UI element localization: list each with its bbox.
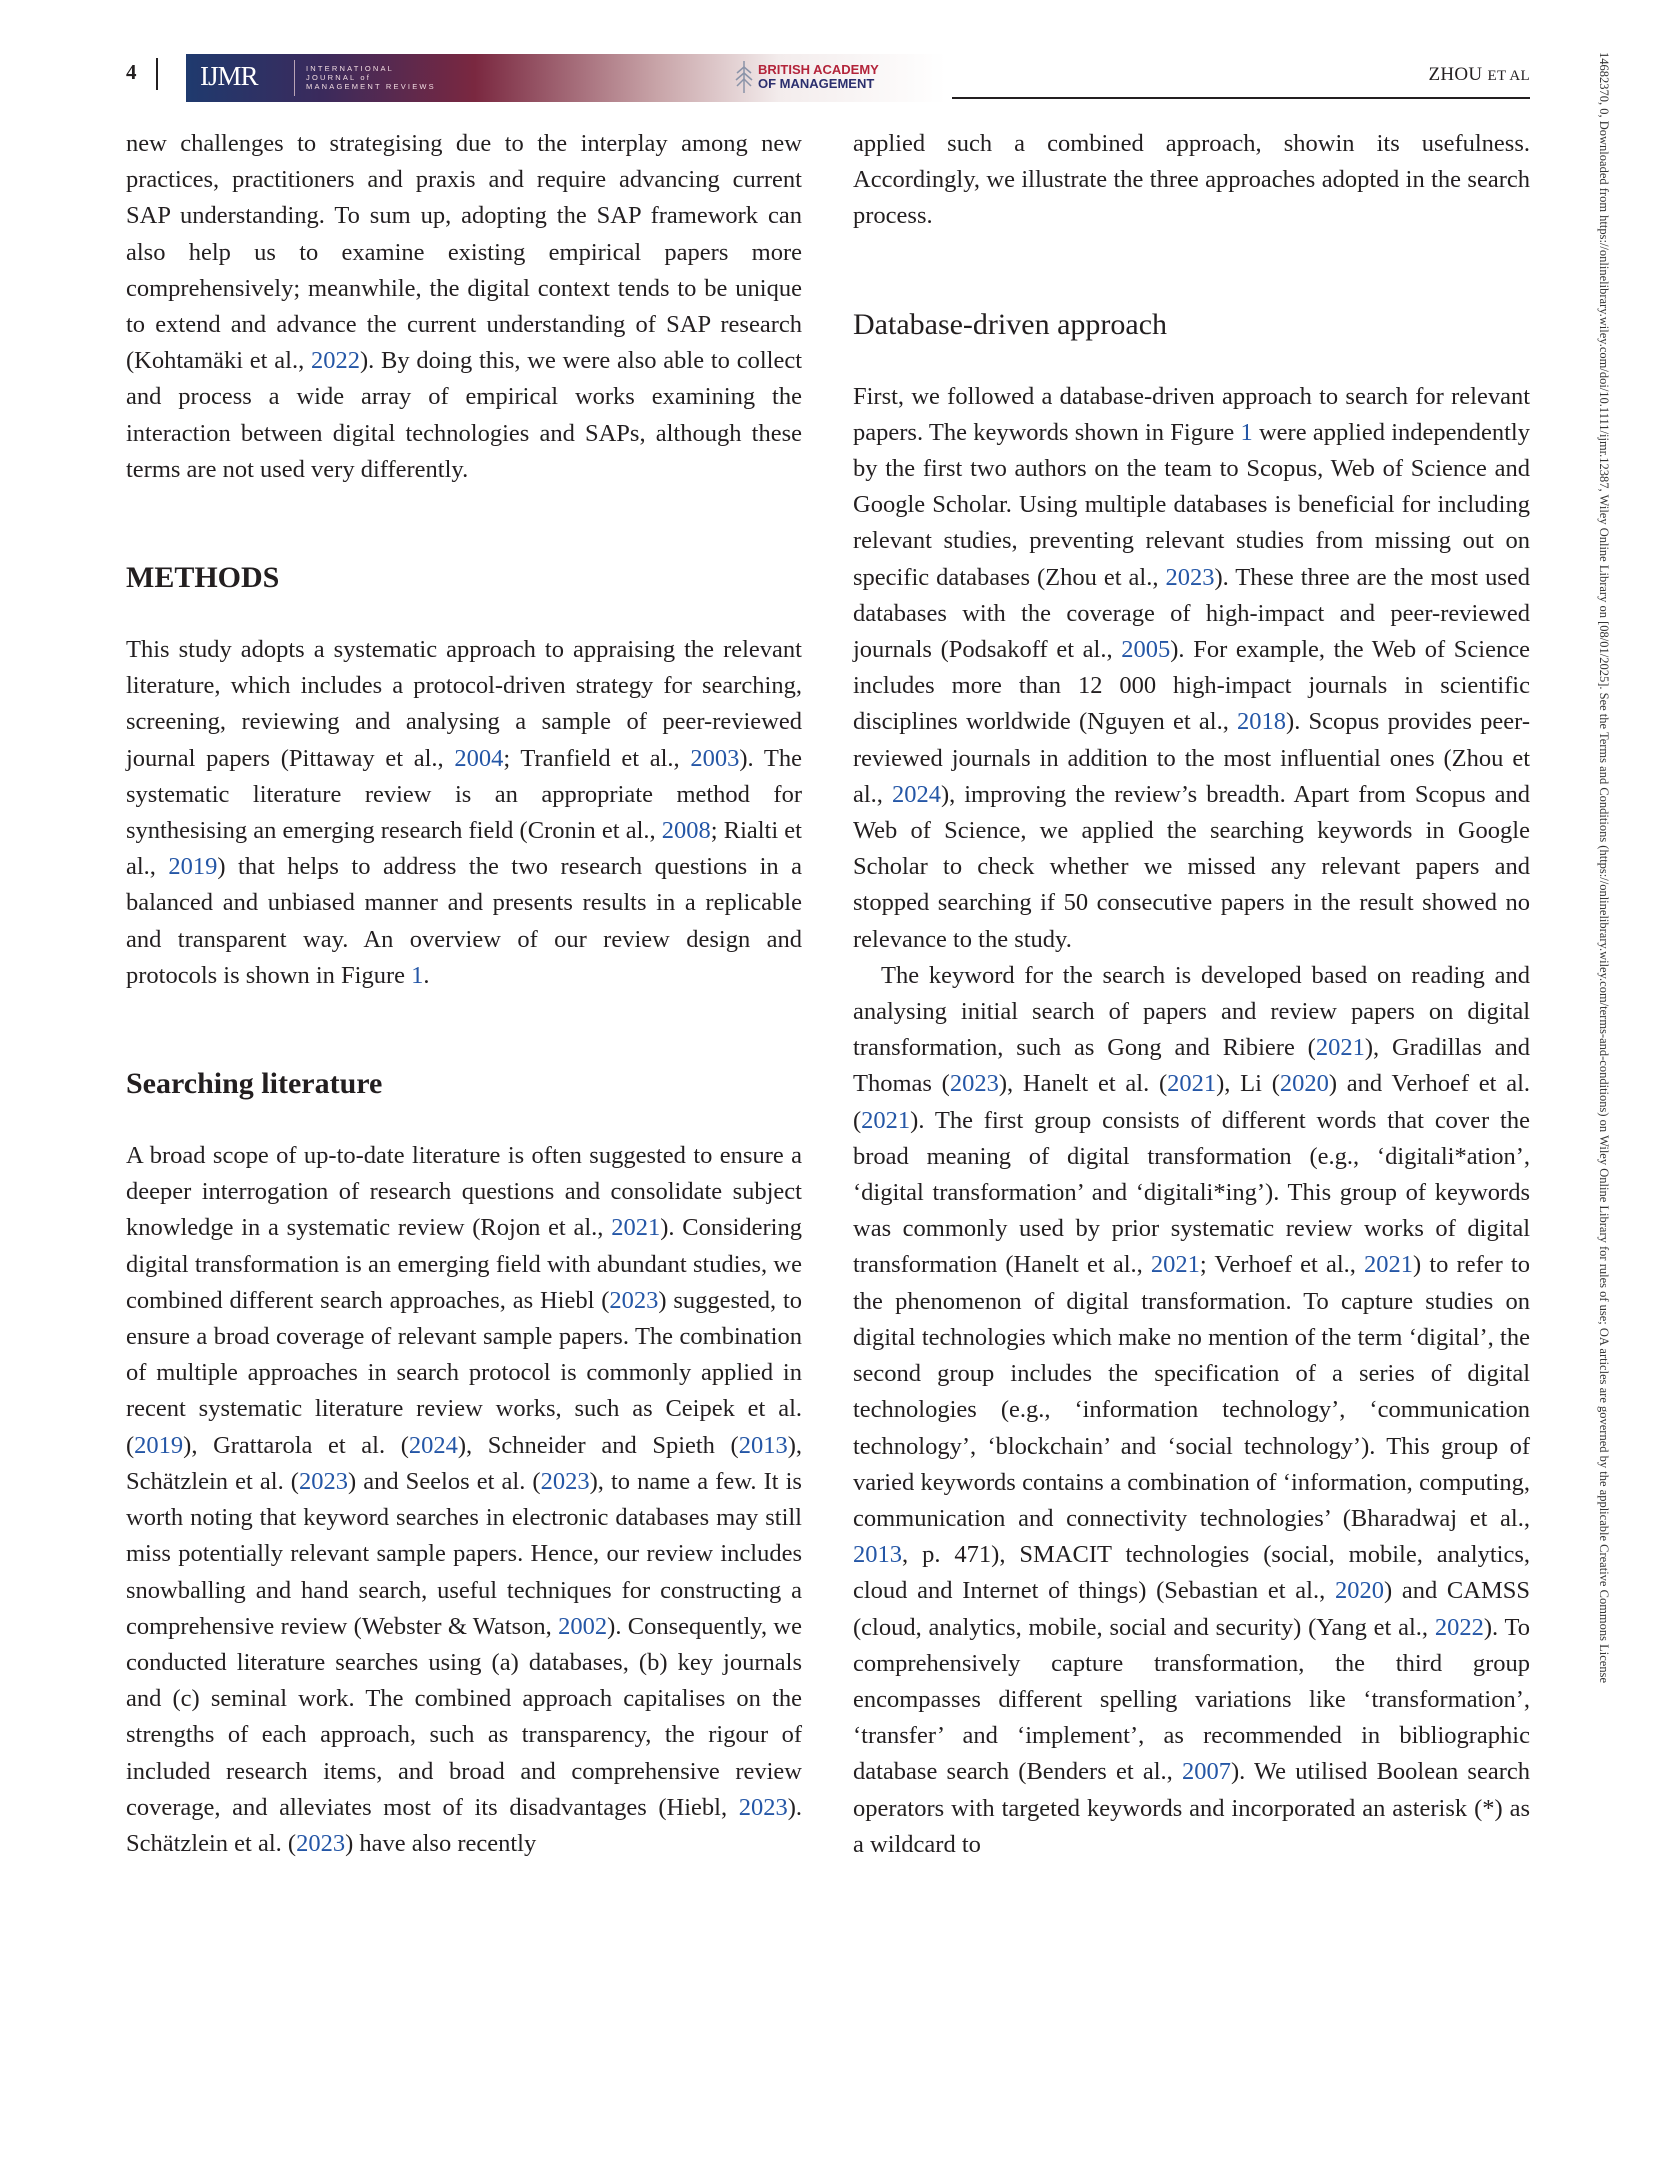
- text-run: ). For example, the Web of Science includes more than 12 000 high-impact journals in scientific disciplines worldwide (Nguyen et al.,: [853, 636, 1530, 736]
- text-run: ), Gradillas and Thomas (: [853, 1034, 1530, 1098]
- text-run: ). We utilised Boolean search operators with targeted keywords and incorporated an asterisk (*) as a wildcard to: [853, 1758, 1530, 1858]
- citation-link[interactable]: 2020: [1279, 1070, 1329, 1098]
- paragraph-search-process: applied such a combined approach, showin its usefulness. Accordingly, we illustrate the three approaches adopted in the search process.: [853, 130, 1530, 230]
- paragraph-methods: [126, 632, 802, 994]
- text-run: ; Verhoef et al.,: [1199, 1251, 1365, 1279]
- text-run: ), improving the review’s breadth. Apart from Scopus and Web of Science, we applied the searching keywords in Google Scholar to check whether we missed any relevant papers and stopped searching if 50 consecutive papers in the result showed no relevance to the study.: [853, 780, 1530, 953]
- paragraph-searching: [126, 1138, 802, 1862]
- text-run: ) suggested, to ensure a broad coverage of relevant sample papers. The combination of multiple approaches in search protocol is commonly applied in recent systematic literature review works, such as Ceipek et al. (: [126, 1286, 802, 1459]
- text-run: ). Considering digital transformation is an emerging field with abundant studies, we combined different search approaches, as Hiebl (: [126, 1214, 802, 1314]
- page-number: 4: [126, 60, 137, 84]
- left-column: [126, 126, 802, 1862]
- page-header: [126, 54, 1530, 104]
- publisher-logo-text: [758, 63, 879, 91]
- citation-link[interactable]: 2022: [1434, 1613, 1484, 1641]
- text-run: .: [423, 961, 430, 989]
- text-run: ) have also recently: [345, 1829, 537, 1857]
- citation-link[interactable]: 2021: [611, 1214, 661, 1242]
- section-gap: [126, 1102, 802, 1138]
- download-notice: 14682370, 0, Downloaded from https://onlinelibrary.wiley.com/doi/10.1111/ijmr.12387, Wiley Online Library on [08/01/2025]. See the Terms and Conditions (https://onlinelibrary.wiley.com/terms-and-conditions) on Wiley Online Library for rules of use; OA articles are governed by the applicable Creative Commons License: [1597, 52, 1611, 1683]
- text-run: ). To comprehensively capture transformation, the third group encompasses different spelling variations like ‘transformation’, ‘transfer’ and ‘implement’, as recommended in bibliographic database search (Benders et al.,: [853, 1613, 1530, 1786]
- journal-logo: IJMR: [200, 61, 258, 91]
- citation-link[interactable]: 2021: [1167, 1070, 1217, 1098]
- publisher-line-1: BRITISH ACADEMY: [758, 62, 879, 77]
- publisher-line-2: OF MANAGEMENT: [758, 76, 875, 91]
- citation-link[interactable]: 2023: [949, 1070, 999, 1098]
- section-gap: [126, 488, 802, 560]
- text-run: ). The first group consists of different words that cover the broad meaning of digital transformation (e.g., ‘digitali*ation’, ‘digital transformation’ and ‘digitali*ing’). This group of keywords was commonly used by prior systematic review works of digital transformation (Hanelt et al.,: [853, 1106, 1530, 1279]
- text-run: First, we followed a database-driven approach to search for relevant papers. The keywords shown in Figure: [853, 382, 1530, 446]
- citation-link[interactable]: 2019: [134, 1431, 184, 1459]
- text-run: ). Scopus provides peer-reviewed journals in addition to the most influential ones (Zhou et al.,: [853, 708, 1530, 808]
- figure-link[interactable]: 1: [1240, 418, 1253, 446]
- text-run: ), Grattarola et al. (: [183, 1431, 409, 1459]
- logo-divider: [294, 60, 295, 96]
- citation-link[interactable]: 2023: [738, 1793, 788, 1821]
- section-gap: [853, 343, 1530, 379]
- text-run: ), Schätzlein et al. (: [126, 1431, 802, 1495]
- figure-link[interactable]: 1: [411, 961, 424, 989]
- citation-link[interactable]: 2020: [1334, 1577, 1384, 1605]
- journal-full-name: INTERNATIONAL JOURNAL of MANAGEMENT REVIEWS: [306, 64, 436, 91]
- text-run: ) and Verhoef et al. (: [853, 1070, 1531, 1134]
- citation-link[interactable]: 2022: [310, 347, 360, 375]
- right-column: [853, 126, 1530, 1863]
- section-gap: [853, 235, 1530, 307]
- text-run: ) and Seelos et al. (: [347, 1467, 541, 1495]
- text-run: This study adopts a systematic approach to appraising the relevant literature, which includes a protocol-driven strategy for searching, screening, reviewing and analysing a sample of peer-reviewed journal papers (Pittaway et al.,: [126, 636, 802, 772]
- text-run: , p. 471), SMACIT technologies (social, mobile, analytics, cloud and Internet of things) (Sebastian et al.,: [853, 1541, 1530, 1605]
- citation-link[interactable]: 2023: [296, 1829, 346, 1857]
- text-run: ), Hanelt et al. (: [998, 1070, 1168, 1098]
- running-author-name: ZHOU: [1428, 64, 1483, 85]
- text-run: new challenges to strategising due to the interplay among new practices, practitioners and praxis and require advancing current SAP understanding. To sum up, adopting the SAP framework can also help us to examine existing empirical papers more comprehensively; meanwhile, the digital context tends to be unique to extend and advance the current understanding of SAP research (Kohtamäki et al.,: [126, 130, 802, 375]
- citation-link[interactable]: 2023: [609, 1286, 659, 1314]
- citation-link[interactable]: 2021: [1364, 1251, 1414, 1279]
- header-rule: [952, 97, 1530, 99]
- citation-link[interactable]: 2023: [298, 1467, 348, 1495]
- citation-link[interactable]: 2023: [540, 1467, 590, 1495]
- citation-link[interactable]: 2023: [1165, 563, 1215, 591]
- page-number-divider: [156, 58, 158, 90]
- section-gap: [126, 994, 802, 1066]
- citation-link[interactable]: 2024: [891, 780, 941, 808]
- text-run: ) to refer to the phenomenon of digital transformation. To capture studies on digital technologies which make no mention of the term ‘digital’, the second group includes the specification of a series of digital technologies (e.g., ‘information technology’, ‘communication technology’, ‘blockchain’ and ‘social technology’). This group of varied keywords contains a combination of ‘information, computing, communication and connectivity technologies’ (Bharadwaj et al.,: [853, 1251, 1530, 1532]
- paragraph-keywords: [853, 958, 1530, 1863]
- citation-link[interactable]: 2018: [1237, 708, 1287, 736]
- text-run: ), Schneider and Spieth (: [457, 1431, 739, 1459]
- bam-logo-icon: [734, 59, 754, 95]
- text-run: ), Li (: [1216, 1070, 1280, 1098]
- text-run: ). By doing this, we were also able to collect and process a wide array of empirical works examining the interaction between digital technologies and SAPs, although these terms are not used very differently.: [126, 347, 802, 483]
- citation-link[interactable]: 2024: [408, 1431, 458, 1459]
- citation-link[interactable]: 2002: [558, 1612, 608, 1640]
- section-gap: [126, 596, 802, 632]
- citation-link[interactable]: 2008: [661, 817, 711, 845]
- text-run: ) that helps to address the two research questions in a balanced and unbiased manner and presents results in a replicable and transparent way. An overview of our review design and protocols is shown in Figure: [126, 853, 802, 989]
- running-author-suffix: ET AL: [1487, 68, 1530, 84]
- text-run: ; Tranfield et al.,: [503, 744, 691, 772]
- citation-link[interactable]: 2005: [1121, 636, 1171, 664]
- citation-link[interactable]: 2021: [1315, 1034, 1365, 1062]
- text-run: ), to name a few. It is worth noting that keyword searches in electronic databases may still miss potentially relevant sample papers. Hence, our review includes snowballing and hand search, useful techniques for constructing a comprehensive review (Webster & Watson,: [126, 1467, 802, 1640]
- citation-link[interactable]: 2013: [738, 1431, 788, 1459]
- text-run: ; Rialti et al.,: [126, 817, 802, 881]
- text-run: ). These three are the most used databases with the coverage of high-impact and peer-reviewed journals (Podsakoff et al.,: [853, 563, 1531, 664]
- journal-banner: [186, 54, 946, 102]
- text-run: were applied independently by the first two authors on the team to Scopus, Web of Science and Google Scholar. Using multiple databases is beneficial for including relevant studies, preventing relevant studies from missing out on specific databases (Zhou et al.,: [853, 418, 1530, 591]
- subsection-heading-searching: Searching literature: [126, 1067, 383, 1101]
- running-head-author: [1428, 64, 1530, 86]
- text-run: ). Consequently, we conducted literature searches using (a) databases, (b) key journals and (c) seminal work. The combined approach capitalises on the strengths of each approach, such as transparency, the rigour of included research items, and broad and comprehensive review coverage, and alleviates most of its disadvantages (Hiebl,: [126, 1612, 803, 1821]
- citation-link[interactable]: 2021: [1150, 1251, 1200, 1279]
- citation-link[interactable]: 2013: [853, 1541, 902, 1569]
- text-run: ). The systematic literature review is an appropriate method for synthesising an emerging research field (Cronin et al.,: [126, 744, 802, 845]
- text-run: ) and CAMSS (cloud, analytics, mobile, social and security) (Yang et al.,: [853, 1577, 1530, 1641]
- text-run: A broad scope of up-to-date literature is often suggested to ensure a deeper interrogation of research questions and consolidate subject knowledge in a systematic review (Rojon et al.,: [126, 1142, 802, 1242]
- section-heading-methods: METHODS: [126, 561, 280, 595]
- text-run: The keyword for the search is developed based on reading and analysing initial search of papers and review papers on digital transformation, such as Gong and Ribiere (: [853, 961, 1530, 1062]
- citation-link[interactable]: 2007: [1181, 1758, 1231, 1786]
- text-run: ). Schätzlein et al. (: [126, 1793, 802, 1857]
- citation-link[interactable]: 2019: [168, 853, 218, 881]
- subsection-heading-database: Database-driven approach: [853, 307, 1168, 341]
- paragraph-database: [853, 379, 1530, 958]
- citation-link[interactable]: 2003: [690, 744, 740, 772]
- paragraph-intro-continued: [126, 126, 802, 488]
- citation-link[interactable]: 2021: [861, 1106, 911, 1134]
- citation-link[interactable]: 2004: [454, 744, 504, 772]
